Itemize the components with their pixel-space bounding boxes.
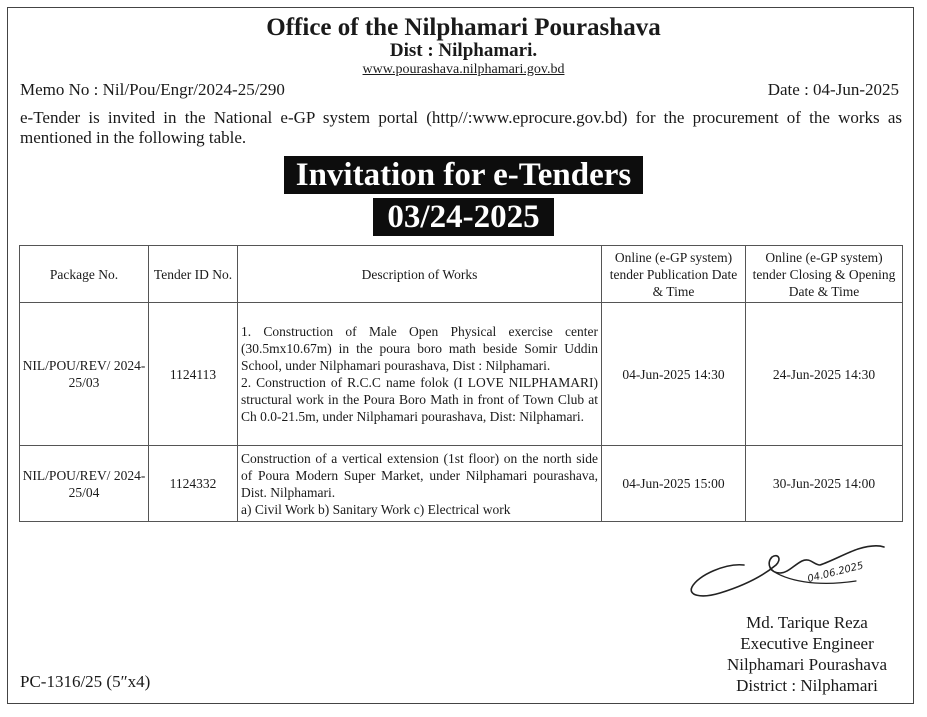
table-header-row xyxy=(20,246,903,303)
office-website-link[interactable]: www.pourashava.nilphamari.gov.bd xyxy=(362,62,565,77)
signatory-block xyxy=(727,612,887,696)
office-district: Dist : Nilphamari. xyxy=(389,40,538,61)
description-cell xyxy=(238,446,602,522)
header-tender-id: Tender ID No. xyxy=(149,246,238,303)
invitation-number-banner xyxy=(0,198,927,236)
tender-id-cell: 1124332 xyxy=(149,446,238,522)
invitation-number: 03/24-2025 xyxy=(373,198,553,236)
signatory-designation: Executive Engineer xyxy=(740,634,874,653)
pc-reference: PC-1316/25 (5″x4) xyxy=(20,672,151,691)
description-line: a) Civil Work b) Sanitary Work c) Electrical work xyxy=(241,501,511,517)
publication-cell: 04-Jun-2025 14:30 xyxy=(602,303,746,446)
intro-paragraph: e-Tender is invited in the National e-GP system portal (http//:www.eprocure.gov.bd) for the procurement of the works as mentioned in the following table. xyxy=(20,108,902,147)
description-cell xyxy=(238,303,602,446)
package-cell: NIL/POU/REV/ 2024-25/03 xyxy=(20,303,149,446)
signatory-office: Nilphamari Pourashava xyxy=(726,655,887,674)
tender-id-cell: 1124113 xyxy=(149,303,238,446)
handwritten-signature xyxy=(686,535,896,607)
table-row xyxy=(20,446,903,522)
memo-number: Memo No : Nil/Pou/Engr/2024-25/290 xyxy=(20,80,285,99)
closing-cell: 24-Jun-2025 14:30 xyxy=(746,303,903,446)
signatory-district: District : Nilphamari xyxy=(736,676,878,695)
header-description: Description of Works xyxy=(238,246,602,303)
office-title: Office of the Nilphamari Pourashava xyxy=(266,14,661,41)
header-closing: Online (e-GP system) tender Closing & Opening Date & Time xyxy=(746,246,903,303)
header-publication: Online (e-GP system) tender Publication Date & Time xyxy=(602,246,746,303)
description-line: Construction of a vertical extension (1st floor) on the north side of Poura Modern Super Market, under Nilphamari pourashava, Dist. Nilphamari. xyxy=(241,450,598,500)
invitation-banner xyxy=(0,156,927,194)
description-line: 1. Construction of Male Open Physical exercise center (30.5mx10.67m) in the poura boro math beside Somir Uddin School, under Nilphamari pourashava, Dist : Nilphamari. xyxy=(241,324,598,373)
closing-cell: 30-Jun-2025 14:00 xyxy=(746,446,903,522)
publication-cell: 04-Jun-2025 15:00 xyxy=(602,446,746,522)
description-line: 2. Construction of R.C.C name folok (I LOVE NILPHAMARI) structural work in the Poura Boro Math in front of Town Club at Ch 0.0-21.5m, under Nilphamari pourashava, Dist: Nilphamari. xyxy=(241,375,598,424)
memo-date: Date : 04-Jun-2025 xyxy=(767,80,899,99)
invitation-title: Invitation for e-Tenders xyxy=(284,156,644,194)
table-row xyxy=(20,303,903,446)
signatory-name: Md. Tarique Reza xyxy=(746,613,868,632)
header-package: Package No. xyxy=(20,246,149,303)
signature-date: 04.06.2025 xyxy=(806,560,865,585)
package-cell: NIL/POU/REV/ 2024-25/04 xyxy=(20,446,149,522)
tender-table xyxy=(19,245,903,522)
